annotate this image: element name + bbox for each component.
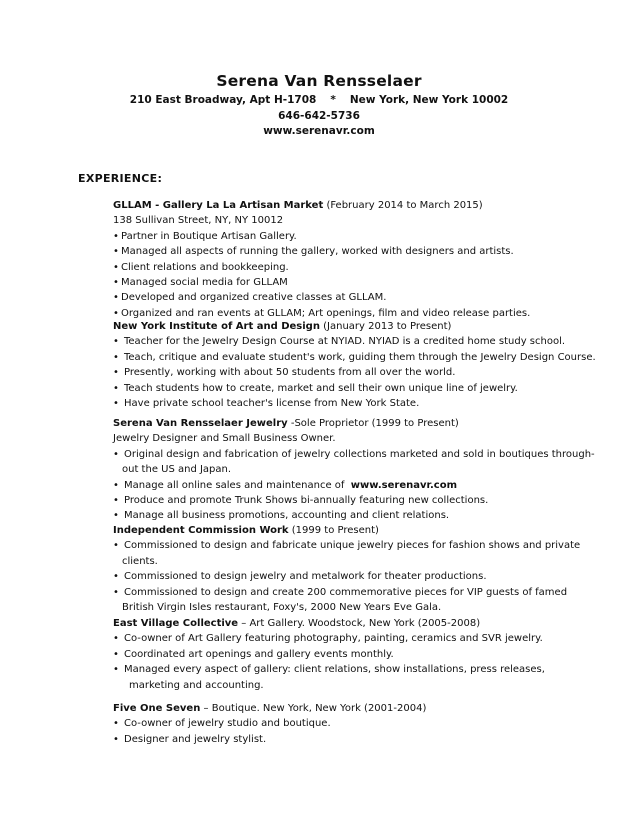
- job-title: GLLAM - Gallery La La Artisan Market: [113, 200, 324, 211]
- street-address: 210 East Broadway, Apt H-1708: [129, 94, 317, 106]
- bullet-item: • Managed social media for GLLAM: [113, 275, 613, 290]
- job-heading: [113, 319, 613, 334]
- job-dates: -Sole Proprietor (1999 to Present): [290, 418, 459, 429]
- job-heading: [113, 523, 613, 538]
- job-heading: [113, 616, 613, 631]
- bullet-text: Manage all online sales and maintenance of: [124, 479, 345, 491]
- job-dates: (February 2014 to March 2015): [326, 200, 483, 211]
- bullet-item: • Designer and jewelry stylist.: [113, 732, 613, 747]
- bullet-item: • Managed every aspect of gallery: client relations, show installations, press releases,: [113, 662, 613, 677]
- job-heading: [113, 416, 613, 431]
- website-link[interactable]: www.serenavr.com: [350, 479, 458, 491]
- bullet-item: • Managed all aspects of running the gallery, worked with designers and artists.: [113, 244, 613, 259]
- experience-heading: EXPERIENCE:: [78, 172, 163, 185]
- bullet-item: • Partner in Boutique Artisan Gallery.: [113, 229, 613, 244]
- bullet-item: • Co-owner of Art Gallery featuring photography, painting, ceramics and SVR jewelry.: [113, 631, 613, 646]
- job-heading: [113, 701, 613, 716]
- bullet-item: • Teacher for the Jewelry Design Course at NYIAD. NYIAD is a credited home study school.: [113, 334, 613, 349]
- job-dates: (1999 to Present): [291, 525, 379, 536]
- job-dates: – Boutique. New York, New York (2001-2004): [203, 703, 427, 714]
- bullet-continuation: out the US and Japan.: [122, 464, 232, 476]
- bullet-item: • Teach students how to create, market and sell their own unique line of jewelry.: [113, 381, 613, 396]
- bullet-item: • Teach, critique and evaluate student's work, guiding them through the Jewelry Design Course.: [113, 350, 613, 365]
- bullet-item: • Have private school teacher's license from New York State.: [113, 396, 613, 411]
- city-state-zip: New York, New York 10002: [349, 94, 509, 106]
- bullet-item: • Client relations and bookkeeping.: [113, 260, 613, 275]
- address-separator: *: [330, 94, 336, 106]
- address-line: [0, 94, 638, 106]
- job-svr-jewelry: [113, 416, 613, 524]
- job-dates: (January 2013 to Present): [323, 321, 452, 332]
- job-title: Independent Commission Work: [113, 525, 289, 536]
- job-title: East Village Collective: [113, 618, 239, 629]
- website-link[interactable]: www.serenavr.com: [263, 125, 375, 137]
- bullet-item: • Presently, working with about 50 students from all over the world.: [113, 365, 613, 380]
- job-subtitle: Jewelry Designer and Small Business Owner.: [113, 433, 336, 445]
- bullet-item: • Co-owner of jewelry studio and boutique.: [113, 716, 613, 731]
- bullet-item: • Commissioned to design jewelry and metalwork for theater productions.: [113, 569, 613, 584]
- bullet-continuation: British Virgin Isles restaurant, Foxy's, 2000 New Years Eve Gala.: [122, 602, 442, 614]
- job-title: Five One Seven: [113, 703, 201, 714]
- job-address: 138 Sullivan Street, NY, NY 10012: [113, 215, 284, 227]
- bullet-item: • Coordinated art openings and gallery events monthly.: [113, 647, 613, 662]
- bullet-item: • Original design and fabrication of jewelry collections marketed and sold in boutiques through-: [113, 447, 613, 462]
- bullet-item: • Manage all business promotions, accounting and client relations.: [113, 508, 613, 523]
- candidate-name: Serena Van Rensselaer: [216, 72, 422, 90]
- job-title: New York Institute of Art and Design: [113, 321, 320, 332]
- job-dates: – Art Gallery. Woodstock, New York (2005-2008): [241, 618, 481, 629]
- job-title: Serena Van Rensselaer Jewelry: [113, 418, 288, 429]
- bullet-continuation: marketing and accounting.: [129, 679, 264, 691]
- phone-number: 646-642-5736: [278, 110, 360, 122]
- bullet-item: • Commissioned to design and create 200 commemorative pieces for VIP guests of famed: [113, 585, 613, 600]
- job-commission-work: [113, 523, 613, 615]
- bullet-item: • Commissioned to design and fabricate unique jewelry pieces for fashion shows and private: [113, 538, 613, 553]
- bullet-item: • Produce and promote Trunk Shows bi-annually featuring new collections.: [113, 493, 613, 508]
- job-five-one-seven: [113, 701, 613, 747]
- job-heading: [113, 198, 613, 213]
- bullet-item: • Developed and organized creative classes at GLLAM.: [113, 290, 613, 305]
- bullet-item: [113, 478, 613, 493]
- job-gllam: [113, 198, 613, 321]
- job-nyiad: [113, 319, 613, 411]
- job-east-village-collective: [113, 616, 613, 693]
- bullet-item: • Organized and ran events at GLLAM; Art openings, film and video release parties.: [113, 306, 613, 321]
- bullet-continuation: clients.: [122, 555, 158, 567]
